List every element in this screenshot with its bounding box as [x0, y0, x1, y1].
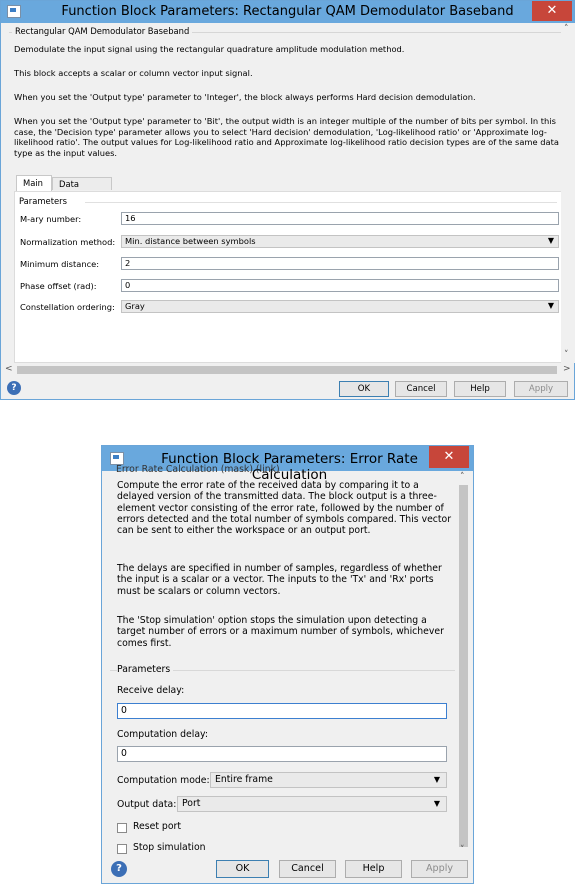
normalization-method-label: Normalization method: — [20, 237, 116, 247]
button-bar — [1, 377, 574, 399]
parameters-divider — [85, 202, 557, 203]
description-paragraph: When you set the 'Output type' parameter to 'Bit', the output width is an integer multiple of the number of bits per symbol. In this case, the 'Decision type' parameter allows you to select 'Hard decision' demodulation, 'Log-likelihood ratio' or 'Approximate log-likelihood ratio'. The output values for Log-likelihood ratio and Approximate log-likelihood ratio decision types are of the same data type as the input values. — [14, 116, 559, 158]
receive-delay-label: Receive delay: — [117, 685, 185, 696]
receive-delay-input[interactable]: 0 — [117, 703, 447, 719]
dropdown-arrow-icon: ▼ — [433, 799, 440, 808]
scroll-up-icon[interactable]: ˄ — [564, 24, 569, 34]
reset-port-label: Reset port — [133, 821, 181, 832]
phase-offset-input[interactable]: 0 — [121, 279, 559, 292]
scroll-up-icon[interactable]: ˄ — [460, 472, 465, 482]
normalization-method-value: Min. distance between symbols — [125, 236, 256, 246]
dialog-content — [6, 23, 561, 363]
computation-mode-select[interactable] — [210, 772, 447, 788]
reset-port-checkbox[interactable] — [117, 823, 127, 833]
phase-offset-label: Phase offset (rad): — [20, 281, 97, 291]
description-paragraph: The 'Stop simulation' option stops the simulation upon detecting a target number of errors or a maximum number of symbols, whichever comes first. — [117, 615, 444, 649]
description-line: When you set the 'Output type' parameter to 'Integer', the block always performs Hard decision demodulation. — [14, 92, 476, 102]
window-title: Function Block Parameters: Error Rate Calculation — [161, 451, 418, 483]
constellation-ordering-select[interactable] — [121, 300, 559, 313]
dropdown-arrow-icon: ▼ — [433, 775, 440, 784]
scrollbar-thumb[interactable] — [17, 366, 557, 374]
horizontal-scrollbar[interactable] — [1, 363, 574, 377]
constellation-ordering-label: Constellation ordering: — [20, 302, 115, 312]
tab-main[interactable]: Main — [16, 175, 52, 192]
main-tab-panel — [14, 191, 562, 363]
parameters-title: Parameters — [117, 664, 173, 675]
block-group-title: Error Rate Calculation (mask) (link) — [116, 464, 280, 475]
apply-button[interactable]: Apply — [411, 860, 468, 878]
window-title: Function Block Parameters: Rectangular QAM Demodulator Baseband — [61, 4, 514, 19]
computation-mode-label: Computation mode: — [117, 775, 210, 786]
description-line: Demodulate the input signal using the rectangular quadrature amplitude modulation method. — [14, 44, 405, 54]
output-data-value: Port — [182, 798, 201, 809]
stop-simulation-checkbox[interactable] — [117, 844, 127, 854]
help-button[interactable]: Help — [345, 860, 402, 878]
cancel-button[interactable]: Cancel — [279, 860, 336, 878]
computation-mode-value: Entire frame — [215, 774, 273, 785]
scroll-down-icon[interactable]: ˅ — [564, 350, 569, 360]
block-group-title: Rectangular QAM Demodulator Baseband — [12, 26, 192, 36]
ok-button[interactable]: OK — [339, 381, 389, 397]
stop-simulation-label: Stop simulation — [133, 842, 206, 853]
constellation-ordering-value: Gray — [125, 301, 145, 311]
scrollbar-thumb[interactable] — [459, 485, 468, 847]
apply-button[interactable]: Apply — [514, 381, 568, 397]
mary-number-label: M-ary number: — [20, 214, 82, 224]
scroll-right-icon[interactable]: > — [563, 364, 571, 374]
error-rate-dialog — [101, 445, 474, 884]
ok-button[interactable]: OK — [216, 860, 269, 878]
computation-delay-input[interactable]: 0 — [117, 746, 447, 762]
qam-demodulator-dialog — [0, 0, 575, 400]
description-paragraph: Compute the error rate of the received data by comparing it to a delayed version of the transmitted data. The block output is a three-element vector consisting of the error rate, followed by the number of errors detected and the total number of symbols compared. This vector can be sent to either the workspace or an output port. — [117, 480, 452, 537]
help-button[interactable]: Help — [454, 381, 506, 397]
normalization-method-select[interactable] — [121, 235, 559, 248]
minimum-distance-input[interactable]: 2 — [121, 257, 559, 270]
vertical-scrollbar[interactable] — [455, 471, 472, 857]
scroll-left-icon[interactable]: < — [5, 364, 13, 374]
minimum-distance-label: Minimum distance: — [20, 259, 100, 269]
help-icon[interactable]: ? — [111, 861, 127, 877]
computation-delay-label: Computation delay: — [117, 729, 208, 740]
description-paragraph: The delays are specified in number of samples, regardless of whether the input is a scalar or a vector. The inputs to the 'Tx' and 'Rx' ports must be scalars or column vectors. — [117, 563, 442, 597]
output-data-label: Output data: — [117, 799, 177, 810]
dropdown-arrow-icon: ▼ — [547, 301, 554, 310]
tab-data-types[interactable]: Data — [52, 177, 112, 190]
output-data-select[interactable] — [177, 796, 447, 812]
help-icon[interactable]: ? — [7, 381, 21, 395]
parameters-title: Parameters — [19, 196, 67, 206]
cancel-button[interactable]: Cancel — [395, 381, 447, 397]
button-bar — [102, 857, 473, 883]
description-line: This block accepts a scalar or column vector input signal. — [14, 68, 253, 78]
vertical-scrollbar[interactable] — [561, 23, 575, 363]
close-button[interactable]: ✕ — [532, 1, 572, 21]
dropdown-arrow-icon: ▼ — [547, 236, 554, 245]
scroll-down-icon[interactable]: ˅ — [460, 845, 465, 855]
mary-number-input[interactable]: 16 — [121, 212, 559, 225]
close-button[interactable]: ✕ — [429, 446, 469, 468]
title-bar[interactable] — [1, 1, 574, 23]
